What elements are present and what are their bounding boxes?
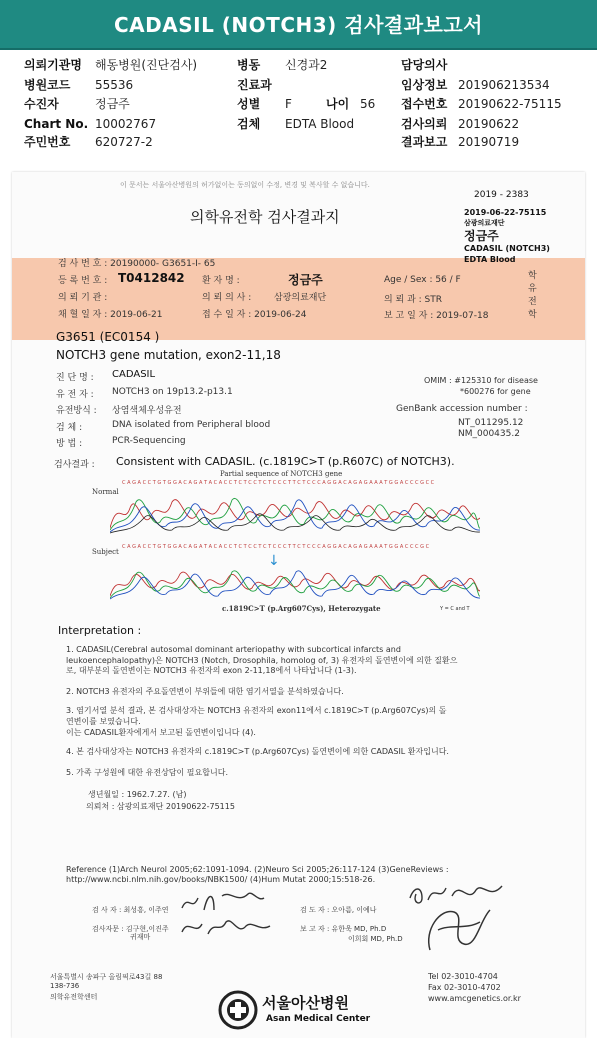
field-label: 주민번호 <box>24 135 71 149</box>
examiner-signature <box>178 888 268 916</box>
hospital-logo-icon <box>218 990 258 1030</box>
field-value: 201906213534 <box>458 78 550 92</box>
report-date: 보 고 일 자 : 2019-07-18 <box>384 311 489 321</box>
birth-date: 생년월일 : 1962.7.27. (남) <box>88 790 187 799</box>
detail-value: CADASIL <box>112 369 156 380</box>
logo-english: Asan Medical Center <box>266 1014 371 1024</box>
normal-trace <box>110 488 480 534</box>
field-value: 10002767 <box>95 117 157 131</box>
header-row <box>24 57 82 73</box>
header-value <box>95 96 130 112</box>
mutation-arrow-icon: ↓ <box>268 553 280 569</box>
subject-label: Subject <box>92 548 119 556</box>
footer-fax: Fax 02-3010-4702 <box>428 983 501 992</box>
detail-key: 유 전 자 : <box>56 390 94 400</box>
detail-key: 방 법 : <box>56 439 83 449</box>
requester-label: 의 뢰 기 관 : <box>58 293 108 303</box>
stamp-test: CADASIL (NOTCH3) <box>464 244 550 253</box>
reporter: 보 고 자 : 유한욱 MD, Ph.D <box>300 925 387 933</box>
reporter-2: 이희회 MD, Ph.D <box>348 935 403 943</box>
field-value: 55536 <box>95 78 134 92</box>
field-value: 정금주 <box>95 97 130 111</box>
field-label: 수진자 <box>24 97 59 111</box>
reg-number: T0412842 <box>118 271 185 285</box>
doctor-value: 삼광의료재단 <box>274 293 327 303</box>
field-label: 검체 <box>237 117 261 131</box>
interpretation-title: Interpretation : <box>58 624 142 637</box>
supervisor: 검 도 자 : 오아름, 이예나 <box>300 906 377 914</box>
interp-line: 4. 본 검사대상자는 NOTCH3 유전자의 c.1819C>T (p.Arg607Cys) 돌연변이에 의한 CADASIL 환자입니다. <box>66 747 449 756</box>
interp-line: 연변이를 보였습니다. <box>66 717 141 726</box>
omim-line: OMIM : #125310 for disease <box>424 376 538 385</box>
footer-dept: 의학유전학센터 <box>50 993 98 1001</box>
interp-line: 1. CADASIL(Cerebral autosomal dominant arteriopathy with subcortical infarcts and <box>66 645 401 654</box>
normal-label: Normal <box>92 488 119 496</box>
footer-zip: 138-736 <box>50 982 80 990</box>
footer-address: 서울특별시 송파구 올림픽로43길 88 <box>50 973 163 981</box>
reporter-signature <box>420 900 500 960</box>
mutation-caption: c.1819C>T (p.Arg607Cys), Heterozygate <box>222 604 381 613</box>
trace-blue <box>110 500 480 532</box>
detail-key: 검 체 : <box>56 423 83 433</box>
field-label: 결과보고 <box>401 135 448 149</box>
detail-value: DNA isolated from Peripheral blood <box>112 420 271 430</box>
collect-date: 채 혈 일 자 : 2019-06-21 <box>58 310 163 320</box>
chart-legend: Y = C and T <box>440 606 470 612</box>
interp-line: leukoencephalopathy)은 NOTCH3 (Notch, Drosophila, homolog of, 3) 유전자의 돌연변이에 의한 질환으 <box>66 656 458 665</box>
document-number: 2019 - 2383 <box>474 190 529 200</box>
footer-tel: Tel 02-3010-4704 <box>428 972 498 981</box>
age-sex: Age / Sex : 56 / F <box>384 275 461 285</box>
interp-line: 5. 가족 구성원에 대한 유전상담이 필요합니다. <box>66 768 228 777</box>
gene-title: NOTCH3 gene mutation, exon2-11,18 <box>56 348 281 362</box>
field-value: F <box>285 97 292 111</box>
responsible-signature <box>178 914 274 942</box>
reference-line: Reference (1)Arch Neurol 2005;62:1091-1094. (2)Neuro Sci 2005;26:117-124 (3)GeneReviews : <box>66 865 449 874</box>
test-number: 검 사 번 호 : 20190000- G3651-I- 65 <box>58 259 216 269</box>
header-value <box>95 116 156 132</box>
stamp-specimen: EDTA Blood <box>464 255 516 264</box>
detail-key: 진 단 명 : <box>56 373 94 383</box>
patient-label: 환 자 명 : <box>202 276 240 286</box>
watermark-text: 이 문서는 서울아산병원의 허가없이는 동의없이 수정, 변경 및 복사할 수 없습니다. <box>120 181 370 189</box>
interp-line: 2. NOTCH3 유전자의 주요돌연변이 부위들에 대한 염기서열을 분석하였습니다. <box>66 687 344 696</box>
header-row <box>24 116 88 132</box>
reg-label: 등 록 번 호 : <box>58 276 108 286</box>
detail-value: PCR-Sequencing <box>112 436 186 446</box>
requester-note: 의뢰처 : 삼광의료재단 20190622-75115 <box>86 802 235 811</box>
chart-title: Partial sequence of NOTCH3 gene <box>220 470 343 478</box>
age-value: 56 <box>360 97 376 111</box>
receipt-date: 접 수 일 자 : 2019-06-24 <box>202 310 307 320</box>
header-value <box>95 134 153 150</box>
genbank-nm: NM_000435.2 <box>458 429 520 439</box>
field-value: 620727-2 <box>95 135 153 149</box>
interp-line: 이는 CADASIL환자에게서 보고된 돌연변이입니다 (4). <box>66 728 256 737</box>
detail-value: 상염색체우성유전 <box>112 406 182 416</box>
field-label: Chart No. <box>24 117 89 131</box>
interp-line: 3. 염기서열 분석 결과, 본 검사대상자는 NOTCH3 유전자의 exon11에서 c.1819C>T (p.Arg607Cys)의 돌 <box>66 706 447 715</box>
examiner: 검 사 자 : 최성흥, 이주연 <box>92 906 169 914</box>
stamp-org: 삼광의료재단 <box>464 219 505 227</box>
field-value: 해동병원(진단검사) <box>95 58 198 72</box>
test-code: G3651 (EC0154 ) <box>56 330 160 344</box>
stamp-name: 정금주 <box>464 229 499 243</box>
reference-line: http://www.ncbi.nlm.nih.gov/books/NBK1500/ (4)Hum Mutat 2000;15:518-26. <box>66 875 376 884</box>
field-label: 병원코드 <box>24 78 71 92</box>
doctor-label: 의 뢰 의 사 : <box>202 293 252 303</box>
responsible: 검사자문 : 김구현,이진주 <box>92 925 169 933</box>
field-label: 병동 <box>237 58 261 72</box>
result-label: 검사결과 : <box>54 460 95 470</box>
report-title-bar <box>0 0 597 50</box>
side-label: 학 유 전 학 <box>528 271 537 320</box>
seq-normal: C A G A C C T G T G G A C A G A T A C A C C T C T C C T C T C C C T T C T C C C A G G A C A G A G A A A T G G A C C C G C C <box>122 480 435 486</box>
trace-red <box>110 572 480 596</box>
result-text: Consistent with CADASIL. (c.1819C>T (p.R607C) of NOTCH3). <box>116 455 455 468</box>
field-value: 20190719 <box>458 135 520 149</box>
omim-line: *600276 for gene <box>460 387 531 396</box>
field-label: 진료과 <box>237 78 272 92</box>
ward-field: 의 뢰 과 : STR <box>384 295 443 305</box>
stamp-id: 2019-06-22-75115 <box>464 208 547 217</box>
sequence-chromatogram <box>90 470 490 616</box>
genbank-nt: NT_011295.12 <box>458 418 524 428</box>
header-row <box>24 96 59 112</box>
header-row <box>24 77 70 93</box>
field-label: 임상정보 <box>401 78 448 92</box>
trace-green <box>110 498 480 530</box>
logo-korean: 서울아산병원 <box>262 994 349 1012</box>
header-value <box>95 57 197 73</box>
patient-name: 정금주 <box>288 273 323 287</box>
detail-value: NOTCH3 on 19p13.2-p13.1 <box>112 387 233 397</box>
document-title: 의학유전학 검사결과지 <box>190 208 340 226</box>
scanned-report <box>12 172 585 1038</box>
field-label: 담당의사 <box>401 58 448 72</box>
field-value: EDTA Blood <box>285 117 355 131</box>
age-label: 나이 <box>326 97 350 111</box>
field-label: 성별 <box>237 97 261 111</box>
interp-line: 로, 대부분의 돌연변이는 NOTCH3 유전자의 exon 2-11,18에서 나타납니다 (1-3). <box>66 666 357 675</box>
field-value: 신경과2 <box>285 58 328 72</box>
field-label: 의뢰기관명 <box>24 58 82 72</box>
header-value <box>95 77 133 93</box>
header-row <box>24 134 70 150</box>
genbank-label: GenBank accession number : <box>396 404 528 414</box>
seq-subject: C A G A C C T G T G G A C A G A T A C A C C T C T C C T C T C C C T T C T C C C A G G A C A G A G A A A T G G A C C C G C <box>122 544 430 550</box>
report-title: CADASIL (NOTCH3) 검사결과보고서 <box>114 13 483 37</box>
field-value: 20190622 <box>458 117 520 131</box>
detail-key: 유전방식 : <box>56 406 97 416</box>
field-label: 접수번호 <box>401 97 448 111</box>
subject-trace <box>110 560 480 600</box>
footer-web: www.amcgenetics.or.kr <box>428 994 521 1003</box>
field-value: 20190622-75115 <box>458 97 562 111</box>
responsible-2: 귀재마 <box>130 933 151 941</box>
field-label: 검사의뢰 <box>401 117 448 131</box>
